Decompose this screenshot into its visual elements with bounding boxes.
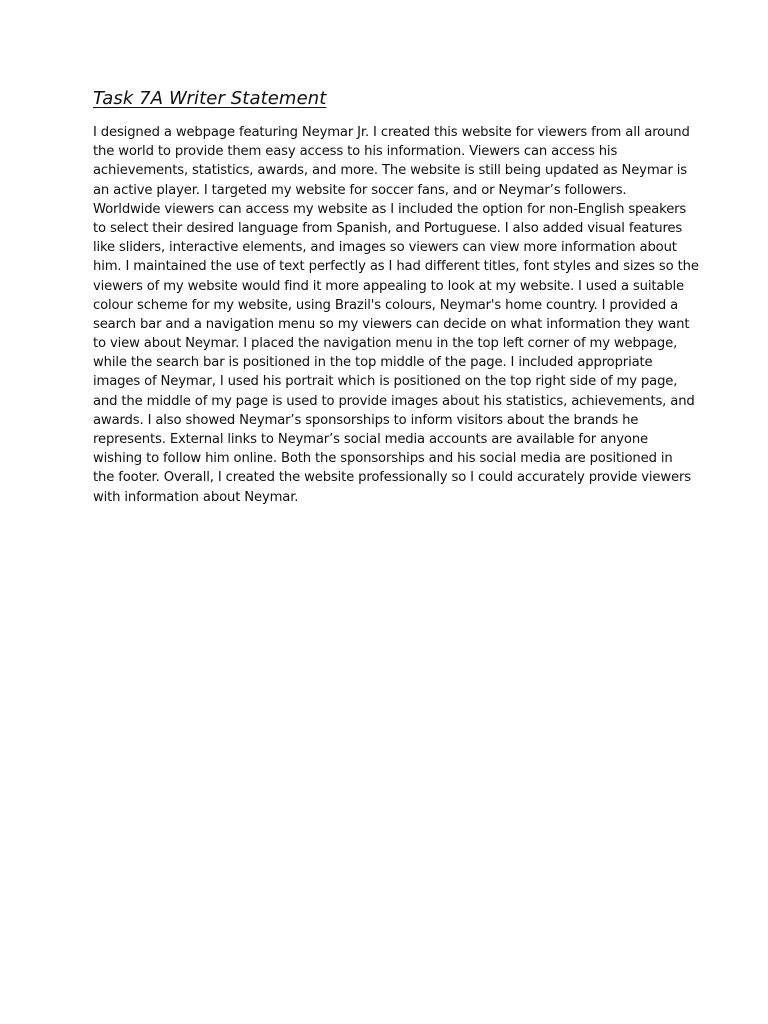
document-title: Task 7A Writer Statement	[93, 88, 327, 109]
paragraph-line: represents. External links to Neymar’s social media accounts are available for anyone	[93, 432, 648, 447]
paragraph-line: search bar and a navigation menu so my viewers can decide on what information they want	[93, 316, 690, 332]
paragraph-line: awards. I also showed Neymar’s sponsorships to inform visitors about the brands he	[93, 412, 639, 428]
paragraph-line: and the middle of my page is used to provide images about his statistics, achievements, and	[93, 393, 695, 409]
paragraph-line: the world to provide them easy access to his information. Viewers can access his	[93, 144, 618, 160]
paragraph-line: colour scheme for my website, using Brazil's colours, Neymar's home country. I provided a	[93, 297, 679, 313]
paragraph-line: wishing to follow him online. Both the sponsorships and his social media are positioned in	[93, 451, 673, 467]
paragraph-line: images of Neymar, I used his portrait which is positioned on the top right side of my page,	[93, 374, 678, 390]
paragraph-line: him. I maintained the use of text perfectly as I had different titles, font styles and sizes so the	[93, 259, 699, 275]
paragraph-line: like sliders, interactive elements, and images so viewers can view more information about	[93, 240, 677, 256]
paragraph-line: achievements, statistics, awards, and more. The website is still being updated as Neymar is	[93, 163, 688, 179]
paragraph-line: viewers of my website would find it more appealing to look at my website. I used a suitable	[93, 278, 685, 294]
paragraph-line: with information about Neymar.	[93, 489, 299, 505]
paragraph-line: to select their desired language from Spanish, and Portuguese. I also added visual features	[93, 220, 683, 236]
paragraph-line: while the search bar is positioned in the top middle of the page. I included appropriate	[93, 355, 653, 371]
paragraph-line: I designed a webpage featuring Neymar Jr. I created this website for viewers from all around	[93, 125, 690, 140]
statement-paragraph	[93, 123, 699, 507]
paragraph-line: Worldwide viewers can access my website as I included the option for non-English speakers	[93, 201, 687, 217]
paragraph-line: an active player. I targeted my website for soccer fans, and or Neymar’s followers.	[93, 182, 627, 198]
paragraph-line: the footer. Overall, I created the website professionally so I could accurately provide viewers	[93, 470, 691, 486]
paragraph-line: to view about Neymar. I placed the navigation menu in the top left corner of my webpage,	[93, 336, 678, 352]
